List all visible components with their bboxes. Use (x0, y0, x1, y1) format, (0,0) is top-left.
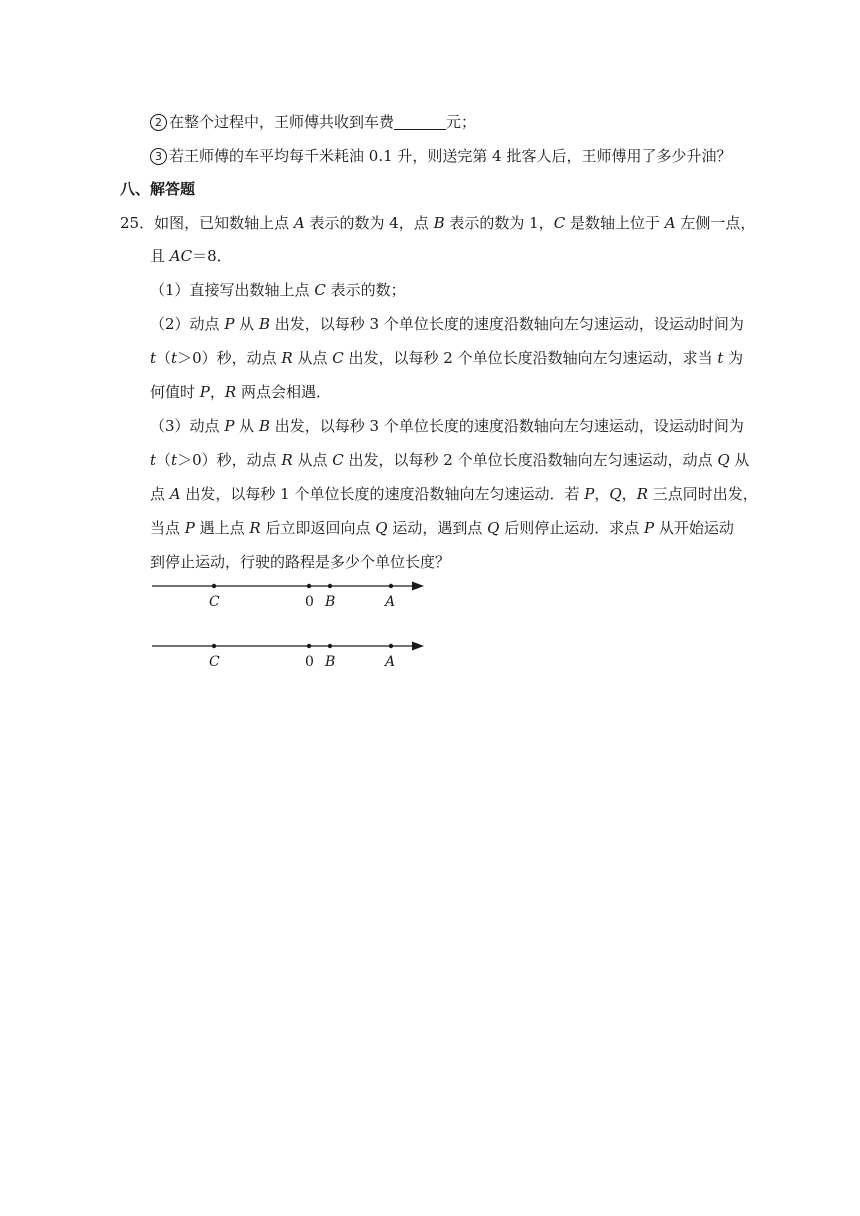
point-origin (307, 644, 311, 648)
math-variable: R (224, 383, 237, 401)
text-segment: 出发，以每秒 3 个单位长度的速度沿数轴向左匀速运动，设运动时间为 (269, 417, 744, 435)
text-segment: 25．如图，已知数轴上点 (120, 214, 294, 232)
math-variable: t (150, 349, 157, 367)
text-segment: 何值时 (150, 383, 200, 401)
label-b: B (325, 594, 336, 610)
text-segment: 当点 (150, 519, 185, 537)
text-segment: 从点 (292, 349, 333, 367)
math-variable: Q (609, 485, 622, 503)
text-segment: 三点同时出发， (647, 485, 758, 503)
text-segment: 后立即返回向点 (260, 519, 376, 537)
circled-number-3: 3 (150, 148, 167, 165)
text-segment: 左侧一点， (675, 214, 756, 232)
text-segment: 从 (234, 315, 259, 333)
label-c: C (209, 594, 220, 610)
label-c: C (209, 654, 220, 670)
text-segment: 运动，遇到点 (387, 519, 488, 537)
text-segment: ＞0）秒，动点 (177, 451, 282, 469)
answer-blank[interactable] (394, 115, 446, 130)
arrow-head-icon (412, 582, 424, 591)
label-origin: 0 (305, 654, 314, 670)
point-a (389, 644, 393, 648)
math-variable: P (643, 519, 655, 537)
text-segment: 为 (723, 349, 744, 367)
text-segment: 且 (150, 247, 170, 265)
text-segment: 是数轴上位于 (565, 214, 665, 232)
label-a: A (385, 654, 396, 670)
math-variable: A (293, 214, 305, 232)
text-segment: ， (621, 485, 637, 503)
math-variable: Q (375, 519, 388, 537)
text-segment: 从 (234, 417, 259, 435)
point-a (389, 584, 393, 588)
text-segment: 出发，以每秒 3 个单位长度的速度沿数轴向左匀速运动，设运动时间为 (269, 315, 744, 333)
text-segment: （3）动点 (150, 417, 225, 435)
text-segment: ＞0）秒，动点 (177, 349, 282, 367)
q25-part2-line2 (150, 348, 743, 368)
math-variable: A (169, 485, 181, 503)
q25-line2 (150, 246, 232, 266)
math-variable: t (171, 349, 178, 367)
text-segment: 表示的数； (325, 281, 406, 299)
q25-part3-line3 (150, 484, 758, 504)
text-segment: 从开始运动 (654, 519, 734, 537)
math-variable: t (717, 349, 724, 367)
arrow-head-icon (412, 642, 424, 651)
q25-part3-line1 (150, 416, 744, 436)
text-segment: 出发，以每秒 2 个单位长度沿数轴向左匀速运动，动点 (343, 451, 718, 469)
math-variable: R (281, 349, 293, 367)
q25-part2-line1 (150, 314, 744, 334)
label-a: A (385, 594, 396, 610)
math-variable: A (664, 214, 676, 232)
q25-part1 (150, 280, 406, 300)
text-segment: （ (156, 451, 172, 469)
math-variable: P (184, 519, 195, 537)
math-variable: AC (169, 247, 193, 265)
q25-part2-line3 (150, 382, 331, 402)
math-variable: B (433, 214, 445, 232)
section-title: 八、解答题 (120, 180, 196, 198)
math-variable: P (224, 315, 235, 333)
q25-part3-line5: 到停止运动，行驶的路程是多少个单位长度？ (150, 553, 451, 571)
text-segment: （1）直接写出数轴上点 (150, 281, 315, 299)
text-segment: 遇上点 (194, 519, 250, 537)
point-b (328, 644, 332, 648)
q25-part3-line2 (150, 450, 749, 470)
text-segment: （2）动点 (150, 315, 225, 333)
math-variable: C (553, 214, 566, 232)
math-variable: C (314, 281, 326, 299)
math-variable: t (171, 451, 178, 469)
number-line-1 (150, 575, 440, 615)
label-b: B (325, 654, 336, 670)
point-c (212, 644, 216, 648)
math-variable: t (150, 451, 157, 469)
q24-part3: 3 若王师傅的车平均每千米耗油 0.1 升，则送完第 4 批客人后，王师傅用了多少升油？ (150, 146, 731, 166)
math-variable: B (258, 315, 270, 333)
point-origin (307, 584, 311, 588)
math-variable: R (636, 485, 648, 503)
math-variable: C (332, 349, 344, 367)
text-segment: 从 (729, 451, 750, 469)
q25-part3-line4 (150, 518, 734, 538)
q24-part2: 2 在整个过程中，王师傅共收到车费 元； (150, 112, 476, 132)
math-variable: R (249, 519, 261, 537)
math-variable: C (332, 451, 344, 469)
point-b (328, 584, 332, 588)
number-line-2 (150, 635, 440, 675)
math-variable: P (224, 417, 235, 435)
text-segment: ＝8． (192, 247, 232, 265)
circled-number-2: 2 (150, 114, 167, 131)
text-segment: 出发，以每秒 2 个单位长度沿数轴向左匀速运动，求当 (343, 349, 718, 367)
math-variable: Q (487, 519, 500, 537)
math-variable: Q (717, 451, 730, 469)
math-variable: P (584, 485, 595, 503)
point-c (212, 584, 216, 588)
text-segment: ， (594, 485, 610, 503)
text-segment: 表示的数为 1， (444, 214, 554, 232)
text-segment: （ (156, 349, 172, 367)
text-segment: ， (209, 383, 225, 401)
text-segment: 表示的数为 4，点 (304, 214, 434, 232)
text-segment: 从点 (292, 451, 333, 469)
text-segment: 两点会相遇． (236, 383, 331, 401)
q25-line1 (120, 213, 755, 233)
math-variable: P (199, 383, 210, 401)
math-variable: R (281, 451, 293, 469)
text-segment: 出发，以每秒 1 个单位长度的速度沿数轴向左匀速运动．若 (180, 485, 585, 503)
math-variable: B (258, 417, 270, 435)
text-segment: 后则停止运动．求点 (499, 519, 644, 537)
text-segment: 点 (150, 485, 170, 503)
label-origin: 0 (305, 594, 314, 610)
